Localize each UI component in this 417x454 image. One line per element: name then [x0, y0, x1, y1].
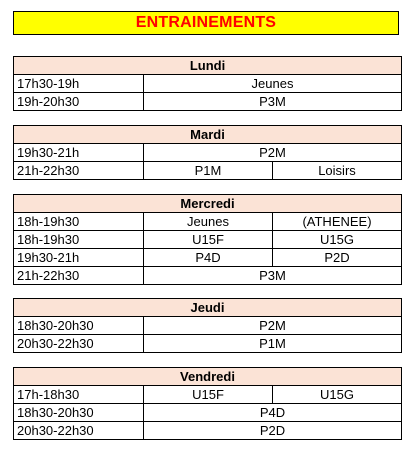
day-header-lundi: Lundi — [14, 57, 402, 75]
group-cell: U15G — [273, 231, 402, 249]
group-cell: Loisirs — [273, 162, 402, 180]
table-row — [14, 335, 402, 353]
table-row — [14, 144, 402, 162]
time-cell: 19h30-21h — [14, 249, 144, 267]
time-cell: 18h-19h30 — [14, 231, 144, 249]
time-cell: 17h30-19h — [14, 75, 144, 93]
table-row — [14, 317, 402, 335]
day-header-mardi: Mardi — [14, 126, 402, 144]
time-cell: 21h-22h30 — [14, 162, 144, 180]
day-header-mercredi: Mercredi — [14, 195, 402, 213]
table-row — [14, 213, 402, 231]
table-row — [14, 267, 402, 285]
group-cell: P3M — [144, 267, 402, 285]
day-header-row — [14, 126, 402, 144]
day-header-row — [14, 57, 402, 75]
time-cell: 18h30-20h30 — [14, 317, 144, 335]
group-cell: Jeunes — [144, 75, 402, 93]
group-cell: P2D — [144, 422, 402, 440]
time-cell: 21h-22h30 — [14, 267, 144, 285]
table-row — [14, 162, 402, 180]
time-cell: 18h-19h30 — [14, 213, 144, 231]
schedule-table-vendredi — [13, 367, 402, 440]
schedule-table-mercredi — [13, 194, 402, 285]
time-cell: 20h30-22h30 — [14, 335, 144, 353]
group-cell: P2D — [273, 249, 402, 267]
time-cell: 17h-18h30 — [14, 386, 144, 404]
day-header-row — [14, 195, 402, 213]
time-cell: 19h30-21h — [14, 144, 144, 162]
group-cell: P4D — [144, 404, 402, 422]
group-cell: P3M — [144, 93, 402, 111]
group-cell: P1M — [144, 335, 402, 353]
group-cell: U15F — [144, 386, 273, 404]
table-row — [14, 422, 402, 440]
day-header-row — [14, 368, 402, 386]
time-cell: 20h30-22h30 — [14, 422, 144, 440]
table-row — [14, 231, 402, 249]
table-row — [14, 386, 402, 404]
group-cell: U15F — [144, 231, 273, 249]
time-cell: 19h-20h30 — [14, 93, 144, 111]
schedule-table-jeudi — [13, 298, 402, 353]
group-cell: P2M — [144, 317, 402, 335]
group-cell: Jeunes — [144, 213, 273, 231]
group-cell: (ATHENEE) — [273, 213, 402, 231]
table-row — [14, 404, 402, 422]
schedule-table-mardi — [13, 125, 402, 180]
day-header-vendredi: Vendredi — [14, 368, 402, 386]
day-header-jeudi: Jeudi — [14, 299, 402, 317]
schedule-table-lundi — [13, 56, 402, 111]
table-row — [14, 249, 402, 267]
day-header-row — [14, 299, 402, 317]
page-title: ENTRAINEMENTS — [13, 11, 399, 35]
group-cell: P1M — [144, 162, 273, 180]
table-row — [14, 93, 402, 111]
group-cell: U15G — [273, 386, 402, 404]
table-row — [14, 75, 402, 93]
group-cell: P2M — [144, 144, 402, 162]
group-cell: P4D — [144, 249, 273, 267]
time-cell: 18h30-20h30 — [14, 404, 144, 422]
